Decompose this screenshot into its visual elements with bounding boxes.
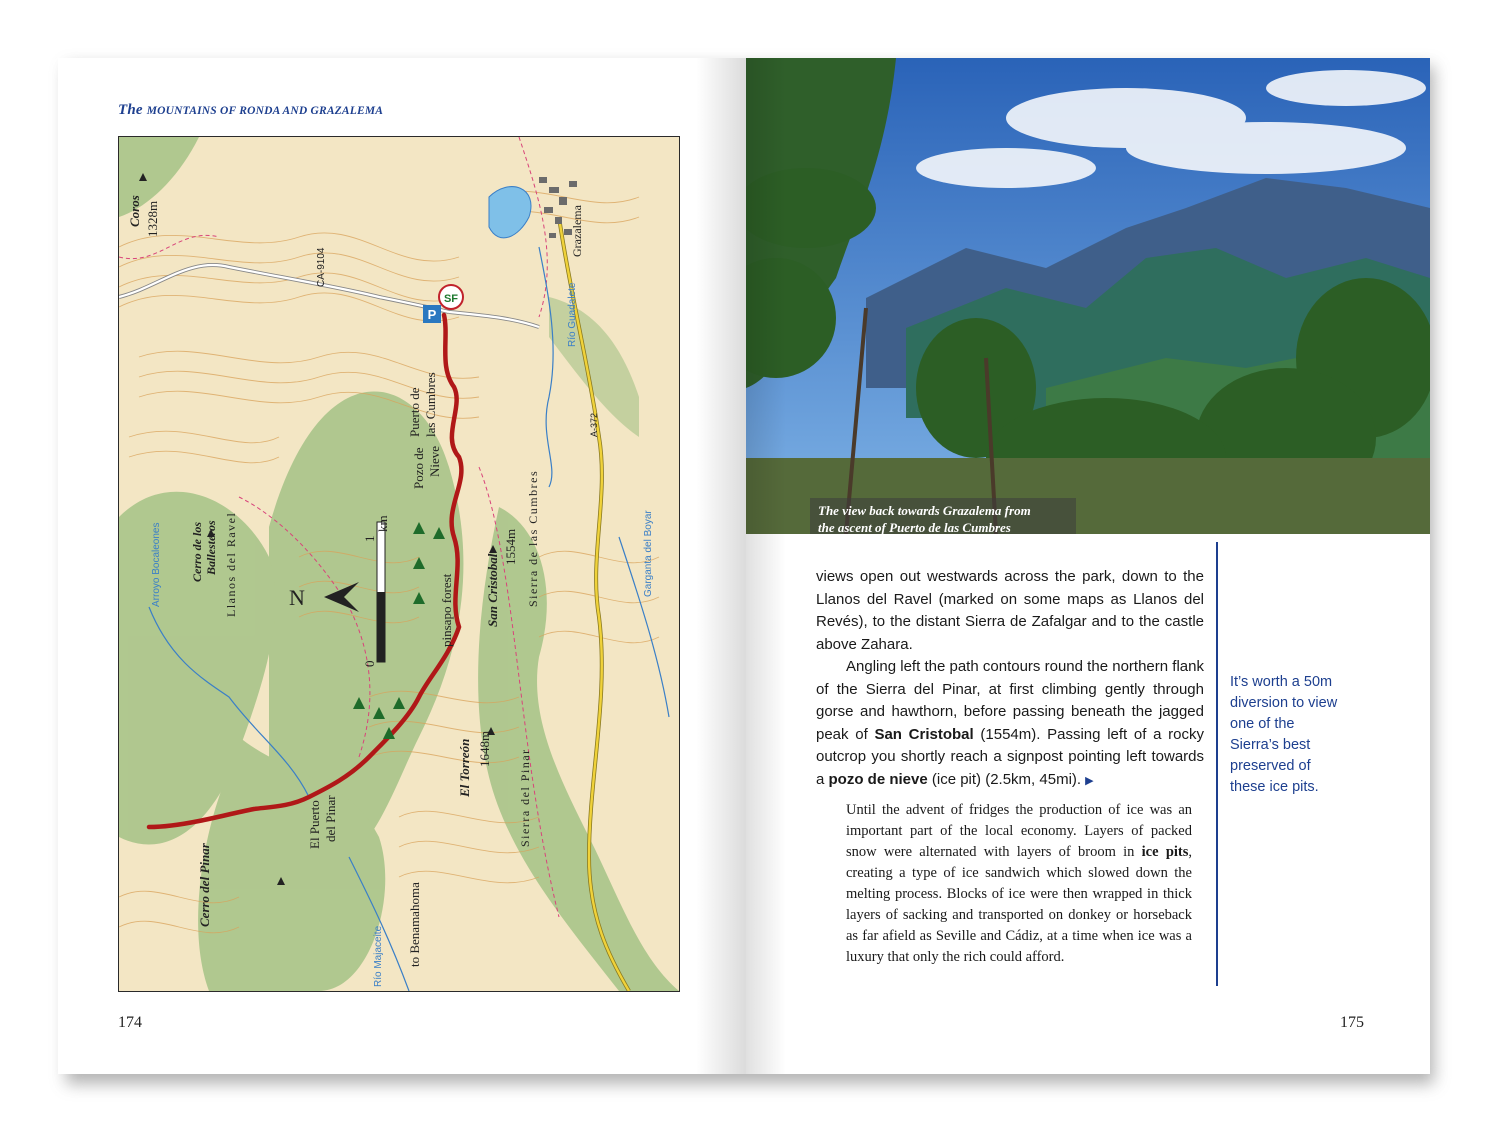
label-puerto-pinar-2: del Pinar xyxy=(323,795,338,842)
parking-marker xyxy=(423,305,441,323)
svg-text:SF: SF xyxy=(443,293,459,305)
running-head-rest: MOUNTAINS OF RONDA AND GRAZALEMA xyxy=(146,105,384,117)
label-san-cristobal-height: 1554m xyxy=(503,528,518,565)
paragraph-2-san-cristobal: San Cristobal xyxy=(874,725,974,743)
box-text-c: , creating a type of ice sandwich which slowed down the melting process. Blocks of ice were then wrapped in thick layers of sacking and transported on donkey or horseback as far afield as Seville and Cádiz, at a time when ice was a luxury that only the rich could afford. xyxy=(846,844,1193,965)
gutter-shadow-right xyxy=(746,58,786,1074)
box-text-ice-pits: ice pits xyxy=(1141,844,1189,860)
paragraph-1: views open out westwards across the park, down to the Llanos del Ravel (marked on some maps as Llanos del Revés), to the distant Sierra de Zafalgar and to the castle above Zahara. xyxy=(816,568,1204,653)
label-sierra-cumbres: Sierra de las Cumbres xyxy=(526,469,540,607)
photo-caption xyxy=(810,498,1076,534)
body-text xyxy=(816,566,1204,792)
label-scale-1: 1 xyxy=(362,535,377,542)
label-a372: A-372 xyxy=(589,412,599,437)
paragraph-2-a: Angling left the path contours round the northern flank of the Sierra del Pinar, at first climbing gently through gorse and hawthorn, before passing beneath the jagged peak of xyxy=(816,658,1204,743)
sidenote: It’s worth a 50m diversion to view one of the Sierra’s best preserved of these ice pits. xyxy=(1230,674,1338,795)
label-grazalema: Grazalema xyxy=(570,205,584,257)
box-text-a: Until the advent of fridges the production of ice was an important part of the local economy. Layers of packed snow were alternated with layers of broom in xyxy=(846,802,1192,860)
label-coros-height: 1328m xyxy=(145,200,160,237)
ice-pits-box xyxy=(846,800,1192,968)
page-number-right: 175 xyxy=(1340,1014,1364,1031)
label-llanos-ravel: Llanos del Ravel xyxy=(224,511,238,617)
label-ca-road: CA-9104 xyxy=(316,247,327,287)
label-cerro-pinar: Cerro del Pinar xyxy=(197,843,212,927)
running-head xyxy=(118,102,383,119)
label-pozo-1: Pozo de xyxy=(411,447,426,489)
label-puerto-pinar-1: El Puerto xyxy=(307,800,322,849)
sidenote-arrow-icon: ▶ xyxy=(1085,774,1094,787)
label-el-torreon: El Torreón xyxy=(457,738,472,797)
label-benamahoma: to Benamahoma xyxy=(407,882,422,967)
label-torreon-height: 1648m xyxy=(477,730,492,767)
start-finish-marker xyxy=(439,285,463,309)
page-number-left: 174 xyxy=(118,1014,142,1031)
label-puerto-cumbres-1: Puerto de xyxy=(407,387,422,437)
paragraph-2-c: (1554m). Passing left of a rocky outcrop you shortly reach a signpost pointing left towards a xyxy=(816,725,1205,788)
photo-caption-line-1: The view back towards Grazalema from xyxy=(818,503,1031,518)
label-san-cristobal: San Cristobal xyxy=(485,553,500,627)
running-head-first: The xyxy=(118,102,143,118)
label-garganta: Garganta del Boyar xyxy=(643,510,654,597)
label-cerro-ballesteros-1: Cerro de los xyxy=(190,522,204,582)
left-page xyxy=(58,58,746,1074)
label-pinsapo-forest: pinsapo forest xyxy=(439,573,454,647)
label-rio-guadalete: Río Guadalete xyxy=(567,282,578,347)
svg-text:N: N xyxy=(289,585,305,610)
label-scale-km: km xyxy=(375,515,390,532)
right-page xyxy=(746,58,1430,1074)
paragraph-2-pozo: pozo de nieve xyxy=(828,770,928,788)
label-sierra-pinar: Sierra del Pinar xyxy=(518,748,532,847)
label-puerto-cumbres-2: las Cumbres xyxy=(423,372,438,437)
label-scale-0: 0 xyxy=(362,660,377,667)
gutter-shadow-left xyxy=(696,58,746,1074)
route-map xyxy=(118,136,680,992)
label-arroyo: Arroyo Bocaleones xyxy=(151,522,162,607)
label-coros: Coros xyxy=(127,195,142,227)
paragraph-2-e: (ice pit) (2.5km, 45mi). xyxy=(927,770,1082,788)
paragraph-2 xyxy=(816,656,1204,792)
label-cerro-ballesteros-2: Ballesteros xyxy=(204,520,218,575)
svg-text:P: P xyxy=(427,307,437,322)
label-rio-majaceite: Río Majaceite xyxy=(373,925,384,987)
sidebar-rule xyxy=(1216,542,1218,986)
scale-bar xyxy=(377,522,385,662)
label-pozo-2: Nieve xyxy=(427,445,442,477)
landscape-photo xyxy=(746,58,1430,534)
photo-caption-line-2: the ascent of Puerto de las Cumbres xyxy=(818,520,1011,534)
